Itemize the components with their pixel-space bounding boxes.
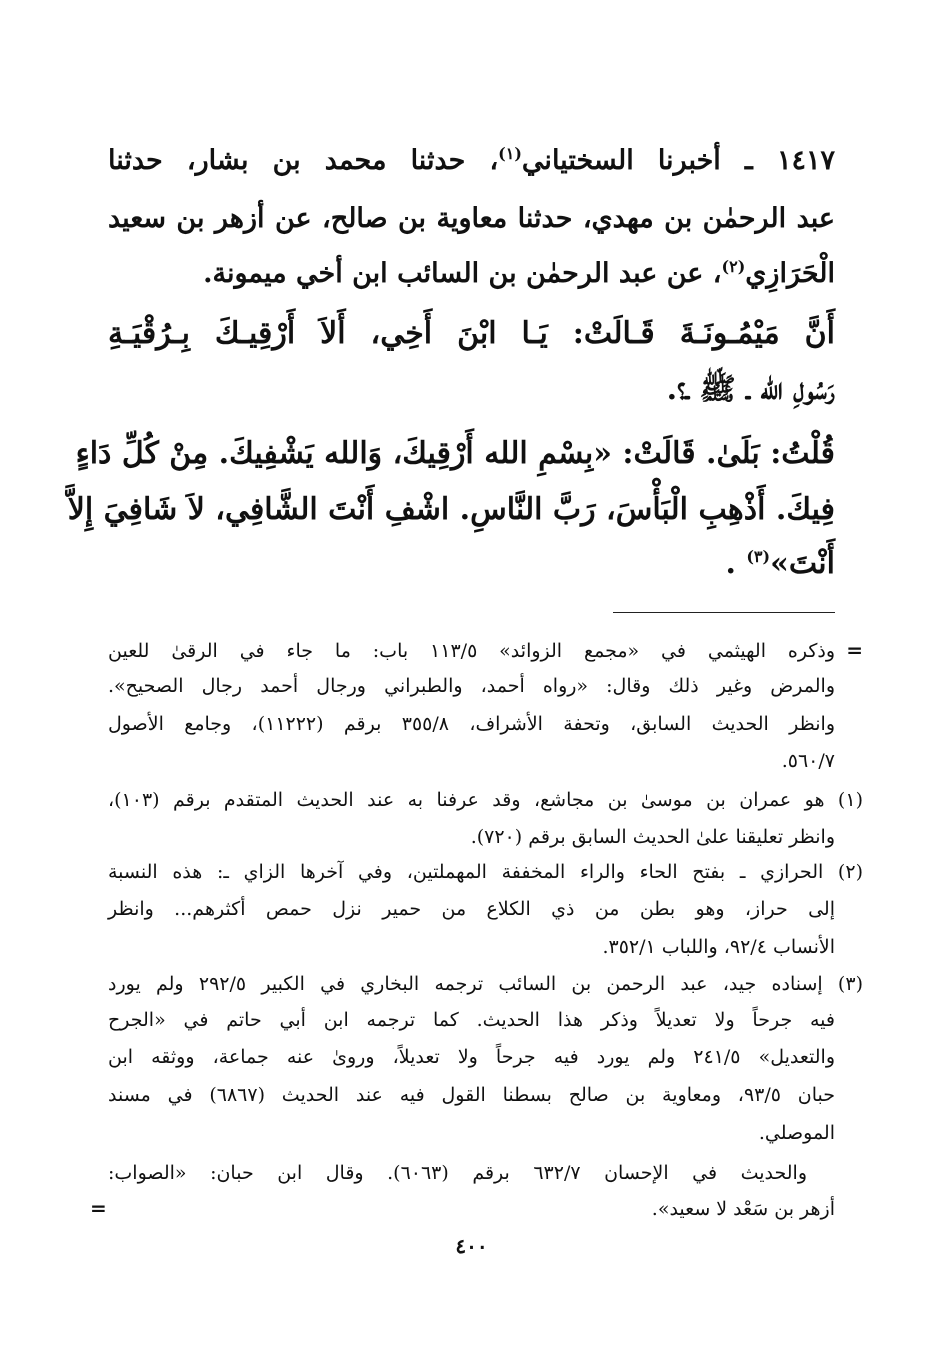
footnote-3-line-4: حبان ٩٣/٥، ومعاوية بن صالح بسطنا القول فيه عند الحديث (٦٨٦٧) في مسند [108, 1084, 836, 1106]
footnote-ref-3: (٣) [746, 547, 771, 566]
footnote-3-cont-line-2: أزهر بن سَعْد لا سعيد». [651, 1198, 835, 1220]
hadith-chain-text: ، حدثنا محمد بن بشار، حدثنا [108, 145, 499, 176]
footnote-1-line-1: (١) هو عمران بن موسىٰ بن مجاشع، وقد عرفنا به عند الحديث المتقدم برقم (١٠٣)، [108, 789, 863, 811]
footnote-3-line-2: فيه جرحاً ولا تعديلاً وذكر هذا الحديث. كما ترجمه ابن أبي حاتم في «الجرح [108, 1009, 835, 1031]
hadith-matn-line-5 [108, 544, 835, 584]
page-body [67, 0, 863, 1368]
matn-end-dot: . [725, 546, 747, 581]
hadith-matn-line-1: أَنَّ مَيْمُـونَـةَ قَـالَتْ: يَـا ابْنَ أَخِي، أَلاَ أَرْقِيـكَ بِـرُقْيَـةِ [108, 316, 835, 351]
hadith-matn-line-3: قُلْتُ: بَلَىٰ. قَالَتْ: «بِسْمِ الله أَرْقِيكَ، وَالله يَشْفِيكَ. مِنْ كُلِّ دَاءٍ [75, 436, 835, 471]
footnote-separator [613, 612, 835, 613]
hadith-matn-line-4: فِيكَ. أَذْهِبِ الْبَأْسَ، رَبَّ النَّاسِ. اشْفِ أَنْتَ الشَّافِي، لاَ شَافِيَ إِلاَّ [67, 492, 835, 527]
continuation-mark: = [846, 638, 863, 662]
footnote-cont-line-2: والمرض وغير ذلك وقال: «رواه أحمد، والطبراني ورجال أحمد رجال الصحيح». [108, 675, 835, 697]
footnote-cont-line-3: وانظر الحديث السابق، وتحفة الأشراف، ٣٥٥/٨ برقم (١١٢٢٢)، وجامع الأصول [108, 713, 835, 735]
footnote-2-line-1: (٢) الحرازي ـ بفتح الحاء والراء المخففة المهملتين، وفي آخرها الزاي ـ: هذه النسبة [108, 861, 863, 883]
footnote-2-line-2: إلى حراز، وهو بطن من ذي الكلاع من حمير نزل حمص أكثرهم... وانظر [108, 898, 835, 920]
footnote-2-line-3: الأنساب ٩٢/٤، واللباب ٣٥٢/١. [602, 936, 835, 958]
footnote-cont-line-1: وذكره الهيثمي في «مجمع الزوائد» ١١٣/٥ باب: ما جاء في الرقىٰ للعين [108, 640, 835, 662]
end-continuation-mark: = [90, 1196, 107, 1220]
footnote-ref-2: (٢) [721, 257, 746, 276]
footnote-3-line-3: والتعديل» ٢٤١/٥ ولم يورد فيه جرحاً ولا تعديلاً، وروىٰ عنه جماعة، ووثقه ابن [108, 1046, 835, 1068]
footnote-1-line-2: وانظر تعليقنا علىٰ الحديث السابق برقم (٧٢٠). [470, 826, 835, 848]
footnote-ref-1: (١) [498, 144, 522, 163]
nisba-word: الْحَرَازِي [745, 258, 835, 289]
footnote-3-line-1: (٣) إسناده جيد، عبد الرحمن بن السائب ترجمه البخاري في الكبير ٢٩٢/٥ ولم يورد [108, 973, 863, 995]
footnote-cont-line-4: ٥٦٠/٧. [781, 750, 835, 772]
hadith-chain-end: ، عن عبد الرحمٰن بن السائب ابن أخي ميمونة. [203, 258, 722, 289]
hadith-line-3 [108, 254, 835, 294]
matn-end-word: أَنْتَ» [770, 546, 835, 581]
hadith-number-and-narrator: ١٤١٧ ـ أخبرنا السختياني [521, 145, 835, 176]
hadith-line-1 [108, 141, 835, 181]
page-number: ٤٠٠ [455, 1234, 488, 1258]
footnote-3-line-5: الموصلي. [758, 1122, 835, 1144]
footnote-3-cont-line-1: والحديث في الإحسان ٦٣٢/٧ برقم (٦٠٦٣). وقال ابن حبان: «الصواب: [108, 1162, 807, 1184]
hadith-line-2: عبد الرحمٰن بن مهدي، حدثنا معاوية بن صالح، عن أزهر بن سعيد [108, 203, 835, 234]
hadith-matn-line-2: رَسُولِ الله ـ ﷺ ـ؟. [666, 372, 835, 407]
